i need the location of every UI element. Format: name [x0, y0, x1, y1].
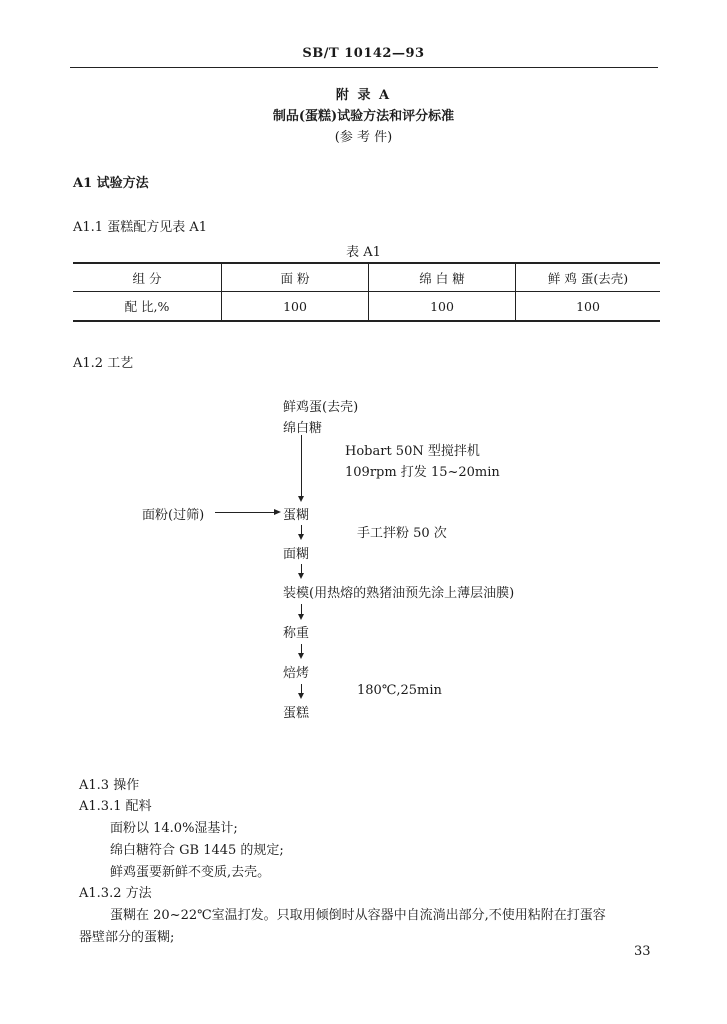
table-cell: 配 比,% — [73, 292, 222, 322]
arrow-down-icon — [298, 693, 304, 699]
flow-cake: 蛋糕 — [283, 706, 310, 721]
flow-mould: 装模(用热熔的熟猪油预先涂上薄层油膜) — [283, 586, 515, 601]
arrow-down-icon — [298, 614, 304, 620]
ingredient-line: 面粉以 14.0%湿基计; — [110, 821, 238, 836]
flow-sugar: 绵白糖 — [283, 421, 323, 436]
section-a1-2-heading: A1.2 工艺 — [73, 356, 134, 371]
table-cell: 100 — [516, 292, 661, 322]
table-header-row — [73, 263, 660, 292]
flow-batter: 蛋糊 — [283, 508, 310, 523]
table-caption: 表 A1 — [346, 245, 381, 260]
appendix-label: 附 录 A — [335, 88, 392, 103]
header-rule — [70, 67, 658, 68]
ingredient-line: 鲜鸡蛋要新鲜不变质,去壳。 — [110, 865, 271, 880]
flow-connector-line — [301, 435, 302, 497]
ingredient-line: 绵白糖符合 GB 1445 的规定; — [110, 843, 284, 858]
section-a1-heading: A1 试验方法 — [73, 176, 149, 191]
formula-table — [73, 262, 660, 322]
standard-code: SB/T 10142—93 — [302, 46, 425, 61]
flow-dough: 面糊 — [283, 547, 310, 562]
flow-bake-condition: 180℃,25min — [357, 683, 442, 698]
arrow-down-icon — [298, 573, 304, 579]
method-line: 蛋糊在 20~22℃室温打发。只取用倾倒时从容器中自流淌出部分,不使用粘附在打蛋容 — [110, 908, 606, 923]
appendix-title: 制品(蛋糕)试验方法和评分标准 — [272, 109, 455, 124]
arrow-right-icon — [274, 509, 281, 515]
table-row — [73, 292, 660, 322]
flow-connector-line — [215, 512, 275, 513]
flow-bake: 焙烤 — [283, 666, 310, 681]
table-cell: 100 — [222, 292, 369, 322]
flow-egg: 鲜鸡蛋(去壳) — [283, 400, 359, 415]
method-line: 器壁部分的蛋糊; — [79, 930, 175, 945]
flow-flour-input: 面粉(过筛) — [142, 508, 205, 523]
table-header-cell: 绵 白 糖 — [369, 263, 516, 292]
flow-whip: 109rpm 打发 15~20min — [345, 465, 500, 480]
section-a1-3-2-heading: A1.3.2 方法 — [79, 886, 152, 901]
flow-weigh: 称重 — [283, 626, 310, 641]
section-a1-1-heading: A1.1 蛋糕配方见表 A1 — [73, 220, 207, 235]
table-header-cell: 鲜 鸡 蛋(去壳) — [516, 263, 661, 292]
table-header-cell: 组 分 — [73, 263, 222, 292]
flow-hand-mix: 手工拌粉 50 次 — [357, 526, 447, 541]
arrow-down-icon — [298, 496, 304, 502]
arrow-down-icon — [298, 653, 304, 659]
table-header-cell: 面 粉 — [222, 263, 369, 292]
flow-mixer: Hobart 50N 型搅拌机 — [345, 444, 480, 459]
appendix-note: (参 考 件) — [334, 130, 393, 145]
arrow-down-icon — [298, 534, 304, 540]
section-a1-3-heading: A1.3 操作 — [79, 778, 140, 793]
section-a1-3-1-heading: A1.3.1 配料 — [79, 799, 152, 814]
table-cell: 100 — [369, 292, 516, 322]
page-number: 33 — [634, 944, 651, 959]
